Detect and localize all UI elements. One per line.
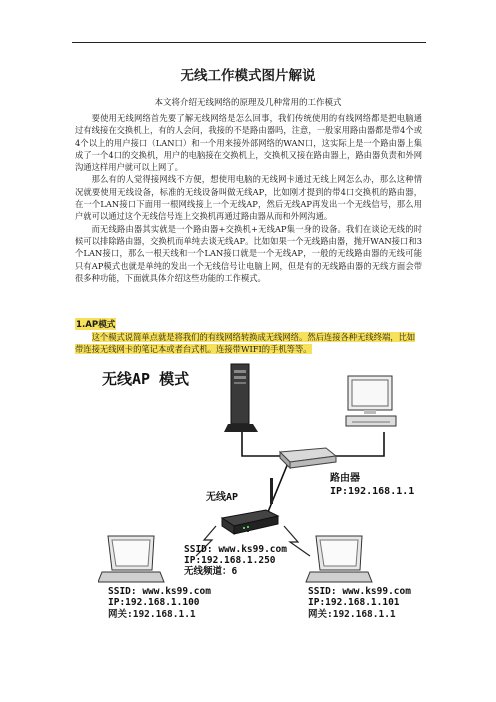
client-right-gateway: 网关:192.168.1.1 xyxy=(308,609,396,620)
ap-ip: IP:192.168.1.250 xyxy=(184,555,276,566)
ap-label: 无线AP xyxy=(206,492,239,503)
header-rule xyxy=(72,42,426,43)
laptop-left-icon xyxy=(98,536,164,582)
client-right-ip: IP:192.168.1.101 xyxy=(308,597,400,606)
laptop-right-icon xyxy=(306,536,372,582)
client-left-gateway: 网关:192.168.1.1 xyxy=(108,609,196,620)
diagram-title: 无线AP 模式 xyxy=(102,370,190,388)
client-left-ip: IP:192.168.1.100 xyxy=(108,597,200,606)
server-icon xyxy=(224,364,258,432)
body-text xyxy=(75,112,422,284)
page-subtitle: 本文将介绍无线网络的原理及几种常用的工作模式 xyxy=(154,98,342,108)
client-left-ssid: SSID: www.ks99.com xyxy=(108,586,211,597)
section-text-block xyxy=(75,331,422,356)
ap-ssid: SSID: www.ks99.com xyxy=(184,544,287,555)
paragraph-1: 要使用无线网络首先要了解无线网络是怎么回事，我们传统使用的有线网络都是把电脑通过有线接在交换机上，有的人会问，我接的不是路由器吗，注意，一般家用路由器都是带4个或4个以上的用户接口（LAN口）和一个用来接外部网络的WAN口，这实际上是一个路由器上集成了一个4口的交换机，用户的电脑接在交换机上，交换机又接在路由器上，路由器负责和外网沟通这样用户就可以上网了。 xyxy=(75,113,422,173)
gateway-row xyxy=(108,606,468,620)
router-label: 路由器 xyxy=(330,473,360,484)
paragraph-3: 而无线路由器其实就是一个路由器+交换机+无线AP集一身的设备。我们在谈论无线的时候可以排除路由器，交换机而单纯去谈无线AP。比如如果一个无线路由器，抛开WAN接口和3个LAN接口，那么一根天线和一个LAN接口就是一个无线AP，一般的无线路由器的无线可能只有AP模式也就是单纯的发出一个无线信号让电脑上网，但是有的无线路由器的无线方面会带很多种功能，下面就具体介绍这些功能的工作模式。 xyxy=(75,223,422,283)
section-heading: 1.AP模式 xyxy=(76,320,116,330)
client-right-ssid: SSID: www.ks99.com xyxy=(308,586,411,597)
desktop-pc-icon xyxy=(346,376,396,426)
page-title: 无线工作模式图片解说 xyxy=(180,68,316,84)
router-switch-icon xyxy=(280,448,336,468)
router-ip: IP:192.168.1.1 xyxy=(330,486,415,497)
ap-mode-diagram xyxy=(98,360,450,606)
paragraph-2: 那么有的人觉得接网线不方便，想使用电脑的无线网卡通过无线上网怎么办，那么这种情况就要使用无线设备，标准的无线设备叫做无线AP，比如刚才提到的带4口交换机的路由器，在一个LAN接口下面用一根网线接上一个无线AP，然后无线AP再发出一个无线信号，那么用户就可以通过这个无线信号连上交换机再通过路由器从而和外网沟通。 xyxy=(75,174,422,222)
section-text: 这个模式说简单点就是将我们的有线网络转换成无线网络。然后连接各种无线终端，比如带连接无线网卡的笔记本或者台式机。连接带WIFI的手机等等。 xyxy=(75,332,416,355)
ap-channel: 无线频道：6 xyxy=(184,566,238,577)
